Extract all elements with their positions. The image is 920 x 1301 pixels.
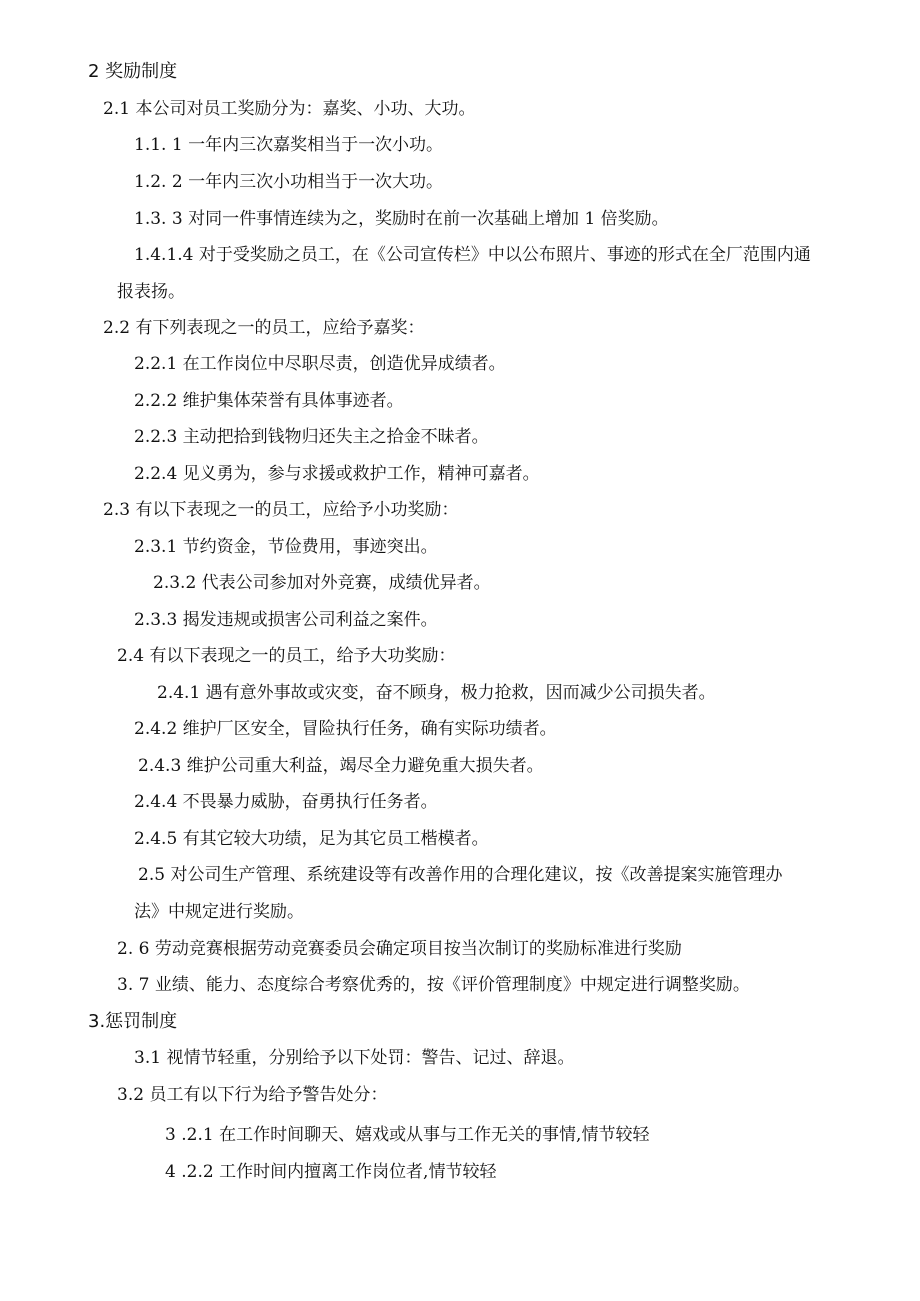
paragraph-2-6: 2. 6 劳动竞赛根据劳动竞赛委员会确定项目按当次制订的奖励标准进行奖励 [117, 939, 682, 959]
paragraph-2-4: 2.4 有以下表现之一的员工，给予大功奖励： [117, 646, 456, 666]
paragraph-2-2-1: 2.2.1 在工作岗位中尽职尽责，创造优异成绩者。 [134, 354, 506, 374]
paragraph-2-4-3: 2.4.3 维护公司重大利益，竭尽全力避免重大损失者。 [138, 756, 544, 776]
paragraph-2-4-2: 2.4.2 维护厂区安全，冒险执行任务，确有实际功绩者。 [134, 719, 557, 739]
section-3-heading: 3.惩罚制度 [88, 1011, 178, 1032]
paragraph-2-5-continued: 法》中规定进行奖励。 [134, 902, 304, 922]
paragraph-2-3-2: 2.3.2 代表公司参加对外竞赛，成绩优异者。 [153, 573, 491, 593]
paragraph-2-3-3: 2.3.3 揭发违规或损害公司利益之案件。 [134, 610, 438, 630]
paragraph-2-4-4: 2.4.4 不畏暴力威胁，奋勇执行任务者。 [134, 792, 438, 812]
paragraph-3-7: 3. 7 业绩、能力、态度综合考察优秀的，按《评价管理制度》中规定进行调整奖励。 [117, 975, 750, 995]
paragraph-3-2-1: 3 .2.1 在工作时间聊天、嬉戏或从事与工作无关的事情,情节较轻 [165, 1125, 650, 1145]
paragraph-2-2: 2.2 有下列表现之一的员工，应给予嘉奖： [103, 318, 425, 338]
paragraph-1-1: 1.1. 1 一年内三次嘉奖相当于一次小功。 [134, 135, 444, 155]
paragraph-2-2-3: 2.2.3 主动把拾到钱物归还失主之拾金不昧者。 [134, 427, 489, 447]
paragraph-2-4-1: 2.4.1 遇有意外事故或灾变，奋不顾身，极力抢救，因而减少公司损失者。 [157, 683, 716, 703]
paragraph-2-2-4: 2.2.4 见义勇为，参与求援或救护工作，精神可嘉者。 [134, 464, 540, 484]
paragraph-1-4-continued: 报表扬。 [117, 282, 185, 302]
paragraph-2-5: 2.5 对公司生产管理、系统建设等有改善作用的合理化建议，按《改善提案实施管理办 [138, 865, 783, 885]
paragraph-3-2: 3.2 员工有以下行为给予警告处分： [117, 1085, 388, 1105]
paragraph-2-2-2: 2.2.2 维护集体荣誉有具体事迹者。 [134, 391, 404, 411]
paragraph-2-3-1: 2.3.1 节约资金，节俭费用，事迹突出。 [134, 537, 438, 557]
paragraph-1-3: 1.3. 3 对同一件事情连续为之，奖励时在前一次基础上增加 1 倍奖励。 [134, 209, 669, 229]
paragraph-2-1: 2.1 本公司对员工奖励分为：嘉奖、小功、大功。 [103, 99, 476, 119]
paragraph-2-4-5: 2.4.5 有其它较大功绩，足为其它员工楷模者。 [134, 829, 489, 849]
paragraph-3-1: 3.1 视情节轻重，分别给予以下处罚：警告、记过、辞退。 [134, 1048, 575, 1068]
paragraph-1-4: 1.4.1.4 对于受奖励之员工，在《公司宣传栏》中以公布照片、事迹的形式在全厂范围内通 [134, 245, 811, 265]
paragraph-3-2-2: 4 .2.2 工作时间内擅离工作岗位者,情节较轻 [165, 1162, 497, 1182]
paragraph-1-2: 1.2. 2 一年内三次小功相当于一次大功。 [134, 172, 444, 192]
paragraph-2-3: 2.3 有以下表现之一的员工，应给予小功奖励： [103, 500, 459, 520]
section-2-heading: 2 奖励制度 [88, 61, 178, 82]
